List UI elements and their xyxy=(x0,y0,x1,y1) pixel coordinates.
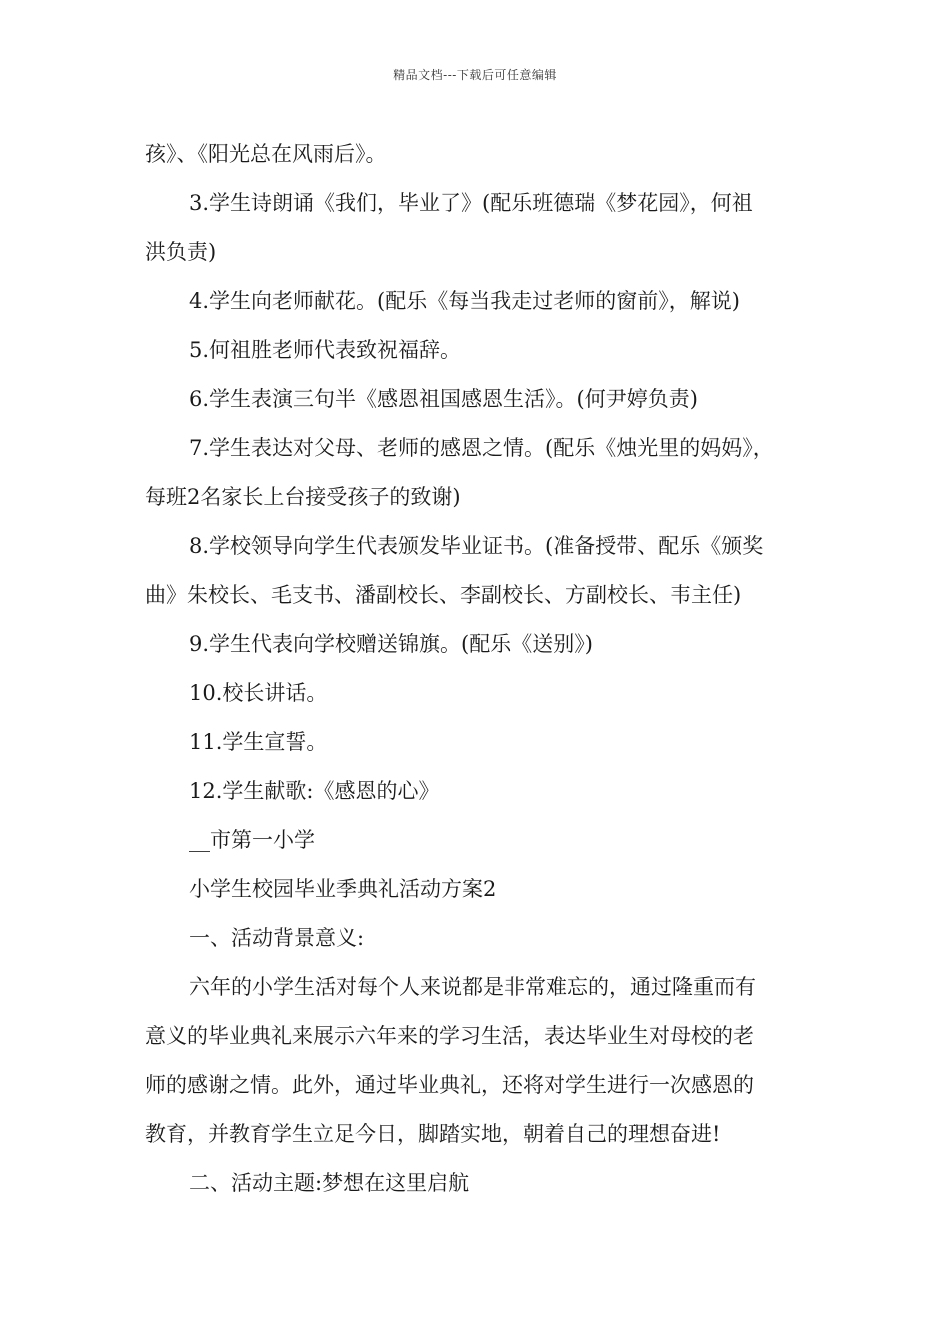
section-title: 小学生校园毕业季典礼活动方案2 xyxy=(189,877,497,901)
text-line: 六年的小学生活对每个人来说都是非常难忘的，通过隆重而有 xyxy=(189,975,756,999)
text-line: 每班2名家长上台接受孩子的致谢) xyxy=(145,485,461,509)
signature-line: __市第一小学 xyxy=(189,828,315,852)
text-line: 12.学生献歌:《感恩的心》 xyxy=(189,779,440,803)
text-line: 师的感谢之情。此外，通过毕业典礼，还将对学生进行一次感恩的 xyxy=(145,1073,754,1097)
text-line: 教育，并教育学生立足今日，脚踏实地，朝着自己的理想奋进! xyxy=(145,1122,721,1146)
text-line: 4.学生向老师献花。(配乐《每当我走过老师的窗前》，解说) xyxy=(189,289,740,313)
text-line: 3.学生诗朗诵《我们，毕业了》(配乐班德瑞《梦花园》，何祖 xyxy=(189,191,753,215)
text-line: 洪负责) xyxy=(145,240,217,264)
text-line: 6.学生表演三句半《感恩祖国感恩生活》。(何尹婷负责) xyxy=(189,387,698,411)
text-line: 10.校长讲话。 xyxy=(189,681,328,705)
text-line: 11.学生宣誓。 xyxy=(189,730,328,754)
text-line: 9.学生代表向学校赠送锦旗。(配乐《送别》) xyxy=(189,632,593,656)
text-line: 7.学生表达对父母、老师的感恩之情。(配乐《烛光里的妈妈》， xyxy=(189,436,774,460)
section-heading: 二、活动主题:梦想在这里启航 xyxy=(189,1171,470,1195)
section-heading: 一、活动背景意义: xyxy=(189,926,365,950)
text-line: 5.何祖胜老师代表致祝福辞。 xyxy=(189,338,462,362)
text-line: 意义的毕业典礼来展示六年来的学习生活，表达毕业生对母校的老 xyxy=(145,1024,754,1048)
text-line: 孩》、《阳光总在风雨后》。 xyxy=(145,142,387,166)
document-body xyxy=(145,130,815,1208)
text-line: 曲》朱校长、毛支书、潘副校长、李副校长、方副校长、韦主任) xyxy=(145,583,742,607)
text-line: 8.学校领导向学生代表颁发毕业证书。(准备授带、配乐《颁奖 xyxy=(189,534,764,558)
page-header: 精品文档---下载后可任意编辑 xyxy=(393,68,557,82)
